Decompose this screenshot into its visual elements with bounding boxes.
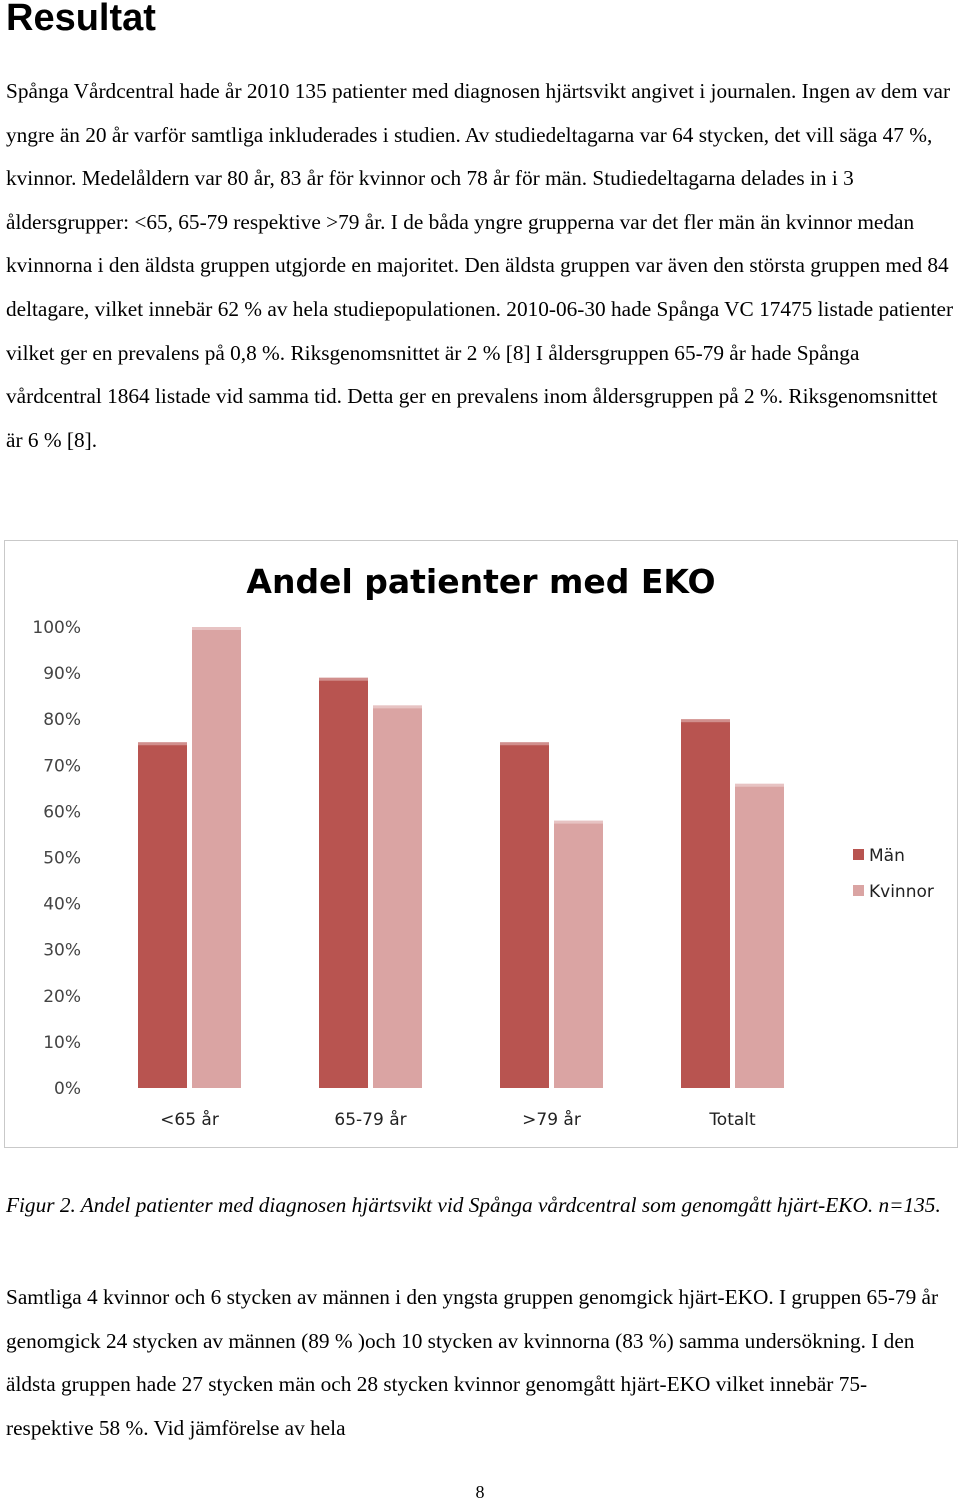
bar-highlight	[500, 742, 549, 745]
bar-series	[138, 627, 784, 1088]
bar	[138, 742, 187, 1088]
bar-highlight	[373, 705, 422, 708]
legend-label: Män	[869, 846, 905, 866]
y-tick-label: 60%	[43, 802, 81, 823]
legend-swatch	[853, 849, 864, 860]
chart-canvas	[5, 541, 959, 1149]
eko-bar-chart	[4, 540, 958, 1148]
x-tick-label: 65-79 år	[334, 1110, 407, 1130]
legend-swatch	[853, 885, 864, 896]
results-paragraph-continued: Samtliga 4 kvinnor och 6 stycken av männen i den yngsta gruppen genomgick hjärt-EKO. I gruppen 65-79 år genomgick 24 stycken av männen (89 % )och 10 stycken av kvinnorna (83 %) samma undersökning. I den äldsta gruppen hade 27 stycken män och 28 stycken kvinnor genomgått hjärt-EKO vilket innebär 75- respektive 58 %. Vid jämförelse av hela	[6, 1285, 939, 1440]
bar	[735, 784, 784, 1088]
y-tick-label: 70%	[43, 756, 81, 777]
bar-highlight	[319, 678, 368, 681]
x-tick-label: Totalt	[709, 1110, 756, 1130]
y-tick-label: 40%	[43, 894, 81, 915]
bar-highlight	[192, 627, 241, 630]
x-axis	[160, 1109, 756, 1130]
bar	[681, 719, 730, 1088]
y-tick-label: 0%	[54, 1079, 81, 1099]
y-tick-label: 30%	[43, 940, 81, 961]
bar-highlight	[735, 784, 784, 787]
bar	[554, 821, 603, 1088]
bar	[319, 678, 368, 1088]
y-tick-label: 90%	[43, 664, 81, 685]
section-heading: Resultat	[6, 0, 156, 39]
chart-title: Andel patienter med EKO	[246, 562, 716, 601]
x-tick-label: <65 år	[160, 1110, 219, 1130]
y-tick-label: 80%	[43, 710, 81, 731]
results-paragraph: Spånga Vårdcentral hade år 2010 135 patienter med diagnosen hjärtsvikt angivet i journalen. Ingen av dem var yngre än 20 år varför samtliga inkluderades i studien. Av studiedeltagarna var 64 stycken, det vill säga 47 %, kvinnor. Medelåldern var 80 år, 83 år för kvinnor och 78 år för män. Studiedeltagarna delades in i 3 åldersgrupper: <65, 65-79 respektive >79 år. I de båda yngre grupperna var det fler män än kvinnor medan kvinnorna i den äldsta gruppen utgjorde en majoritet. Den äldsta gruppen var även den största gruppen med 84 deltagare, vilket innebär 62 % av hela studiepopulationen. 2010-06-30 hade Spånga VC 17475 listade patienter vilket ger en prevalens på 0,8 %. Riksgenomsnittet är 2 % [8] I åldersgruppen 65-79 år hade Spånga vårdcentral 1864 listade vid samma tid. Detta ger en prevalens inom åldersgruppen på 2 %. Riksgenomsnittet är 6 % [8].	[6, 79, 954, 452]
bar	[192, 627, 241, 1088]
bar-highlight	[138, 742, 187, 745]
legend-label: Kvinnor	[869, 882, 934, 902]
y-tick-label: 50%	[43, 848, 81, 869]
figure-caption: Figur 2. Andel patienter med diagnosen hjärtsvikt vid Spånga vårdcentral som genomgått hjärt-EKO. n=135.	[6, 1193, 941, 1217]
chart-legend	[853, 846, 934, 902]
y-axis	[32, 618, 81, 1099]
x-tick-label: >79 år	[522, 1110, 581, 1130]
bar-highlight	[554, 821, 603, 824]
bar-highlight	[681, 719, 730, 722]
bar	[373, 705, 422, 1088]
y-tick-label: 10%	[43, 1032, 81, 1053]
page-number: 8	[475, 1482, 485, 1502]
bar	[500, 742, 549, 1088]
y-tick-label: 20%	[43, 986, 81, 1007]
y-tick-label: 100%	[32, 618, 81, 638]
